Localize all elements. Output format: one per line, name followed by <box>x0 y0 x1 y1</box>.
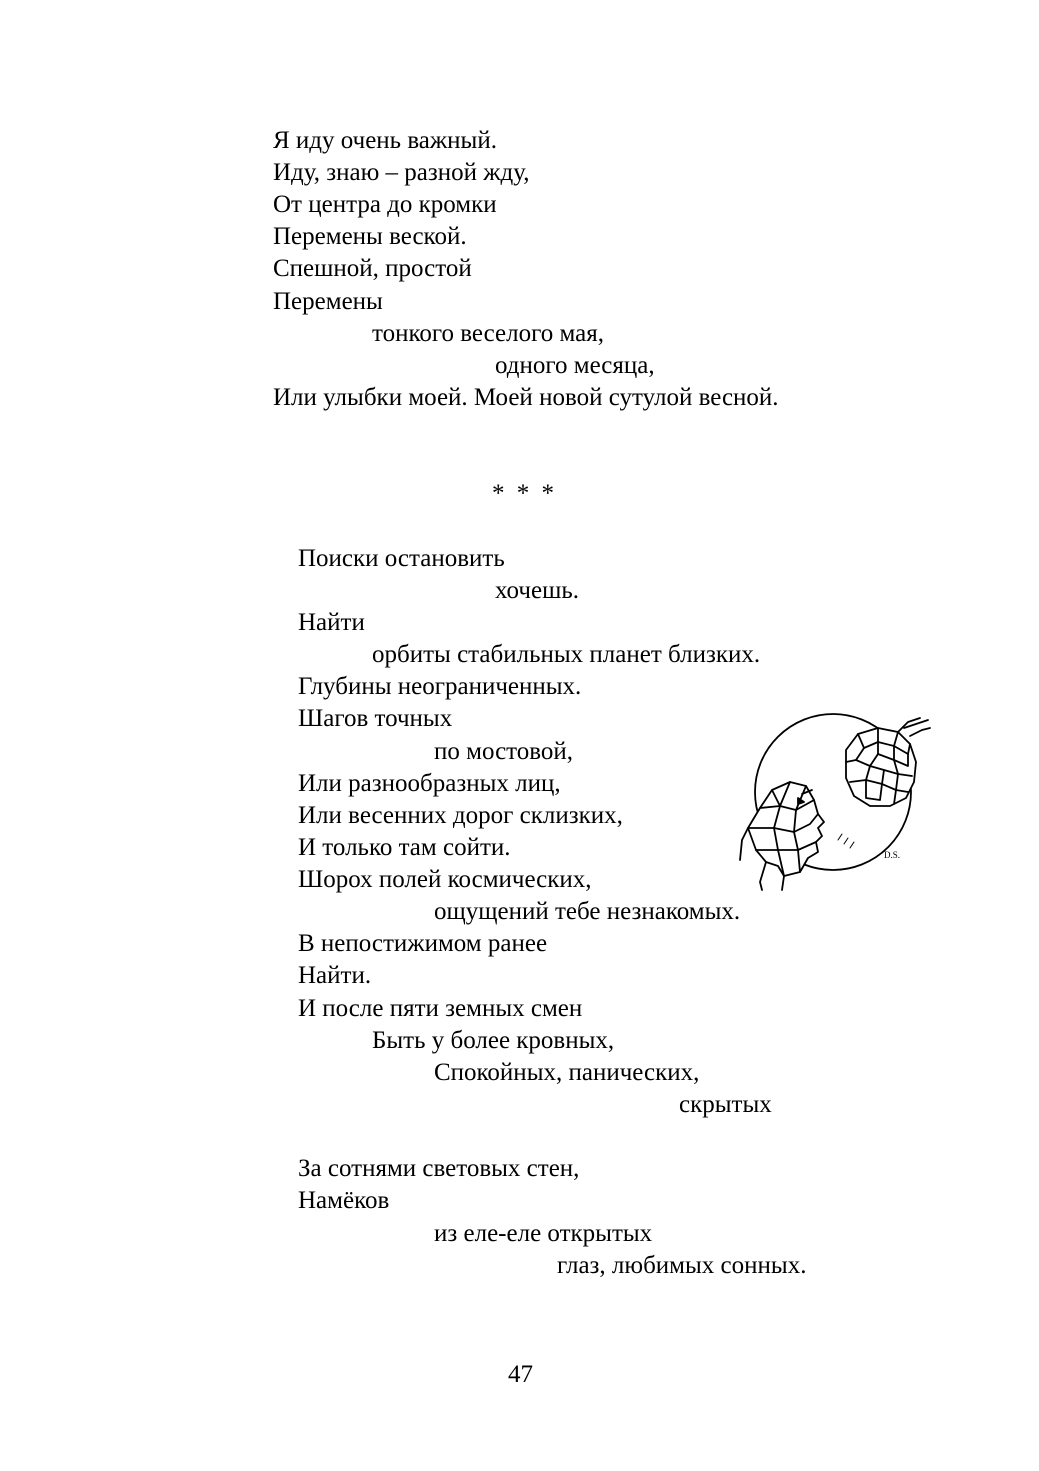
poem1-line-7: тонкого веселого мая, <box>372 320 604 347</box>
ink-illustration <box>738 710 933 892</box>
lower-head-drawing <box>740 782 824 890</box>
poem2-line-10: И только там сойти. <box>298 834 511 861</box>
poem2-line-2: хочешь. <box>495 577 579 604</box>
poem2-line-21: из еле-еле открытых <box>434 1220 653 1247</box>
poem1-line-3: От центра до кромки <box>273 191 497 218</box>
page-number: 47 <box>508 1361 533 1388</box>
poem1-line-5: Спешной, простой <box>273 255 472 282</box>
poem1-line-4: Перемены веской. <box>273 223 467 250</box>
poem1-line-9: Или улыбки моей. Моей новой сутулой весной. <box>273 384 779 411</box>
poem2-line-11: Шорох полей космических, <box>298 866 592 893</box>
poem1-line-1: Я иду очень важный. <box>273 127 497 154</box>
poem2-line-16: Быть у более кровных, <box>372 1027 615 1054</box>
upper-head-drawing <box>846 718 930 806</box>
poem2-line-6: Шагов точных <box>298 705 453 732</box>
poem1-line-8: одного месяца, <box>495 352 655 379</box>
poem2-line-5: Глубины неограниченных. <box>298 673 582 700</box>
poem2-line-18: скрытых <box>679 1091 772 1118</box>
artist-signature: D.S. <box>884 850 901 860</box>
poem2-line-20: Намёков <box>298 1187 390 1214</box>
poem2-line-13: В непостижимом ранее <box>298 930 548 957</box>
poem2-line-15: И после пяти земных смен <box>298 995 583 1022</box>
poem2-line-17: Спокойных, панических, <box>434 1059 700 1086</box>
poem2-line-7: по мостовой, <box>434 738 574 765</box>
poem2-line-4: орбиты стабильных планет близких. <box>372 641 761 668</box>
section-separator: * * * <box>492 480 557 507</box>
poem2-line-22: глаз, любимых сонных. <box>557 1252 807 1279</box>
poem2-line-9: Или весенних дорог склизких, <box>298 802 623 829</box>
poem1-line-2: Иду, знаю – разной жду, <box>273 159 530 186</box>
poem2-line-14: Найти. <box>298 962 372 989</box>
poem2-line-12: ощущений тебе незнакомых. <box>434 898 741 925</box>
poem2-line-19: За сотнями световых стен, <box>298 1155 580 1182</box>
poem2-line-3: Найти <box>298 609 365 636</box>
poem2-line-8: Или разнообразных лиц, <box>298 770 561 797</box>
poem2-line-1: Поиски остановить <box>298 545 505 572</box>
poem1-line-6: Перемены <box>273 288 383 315</box>
